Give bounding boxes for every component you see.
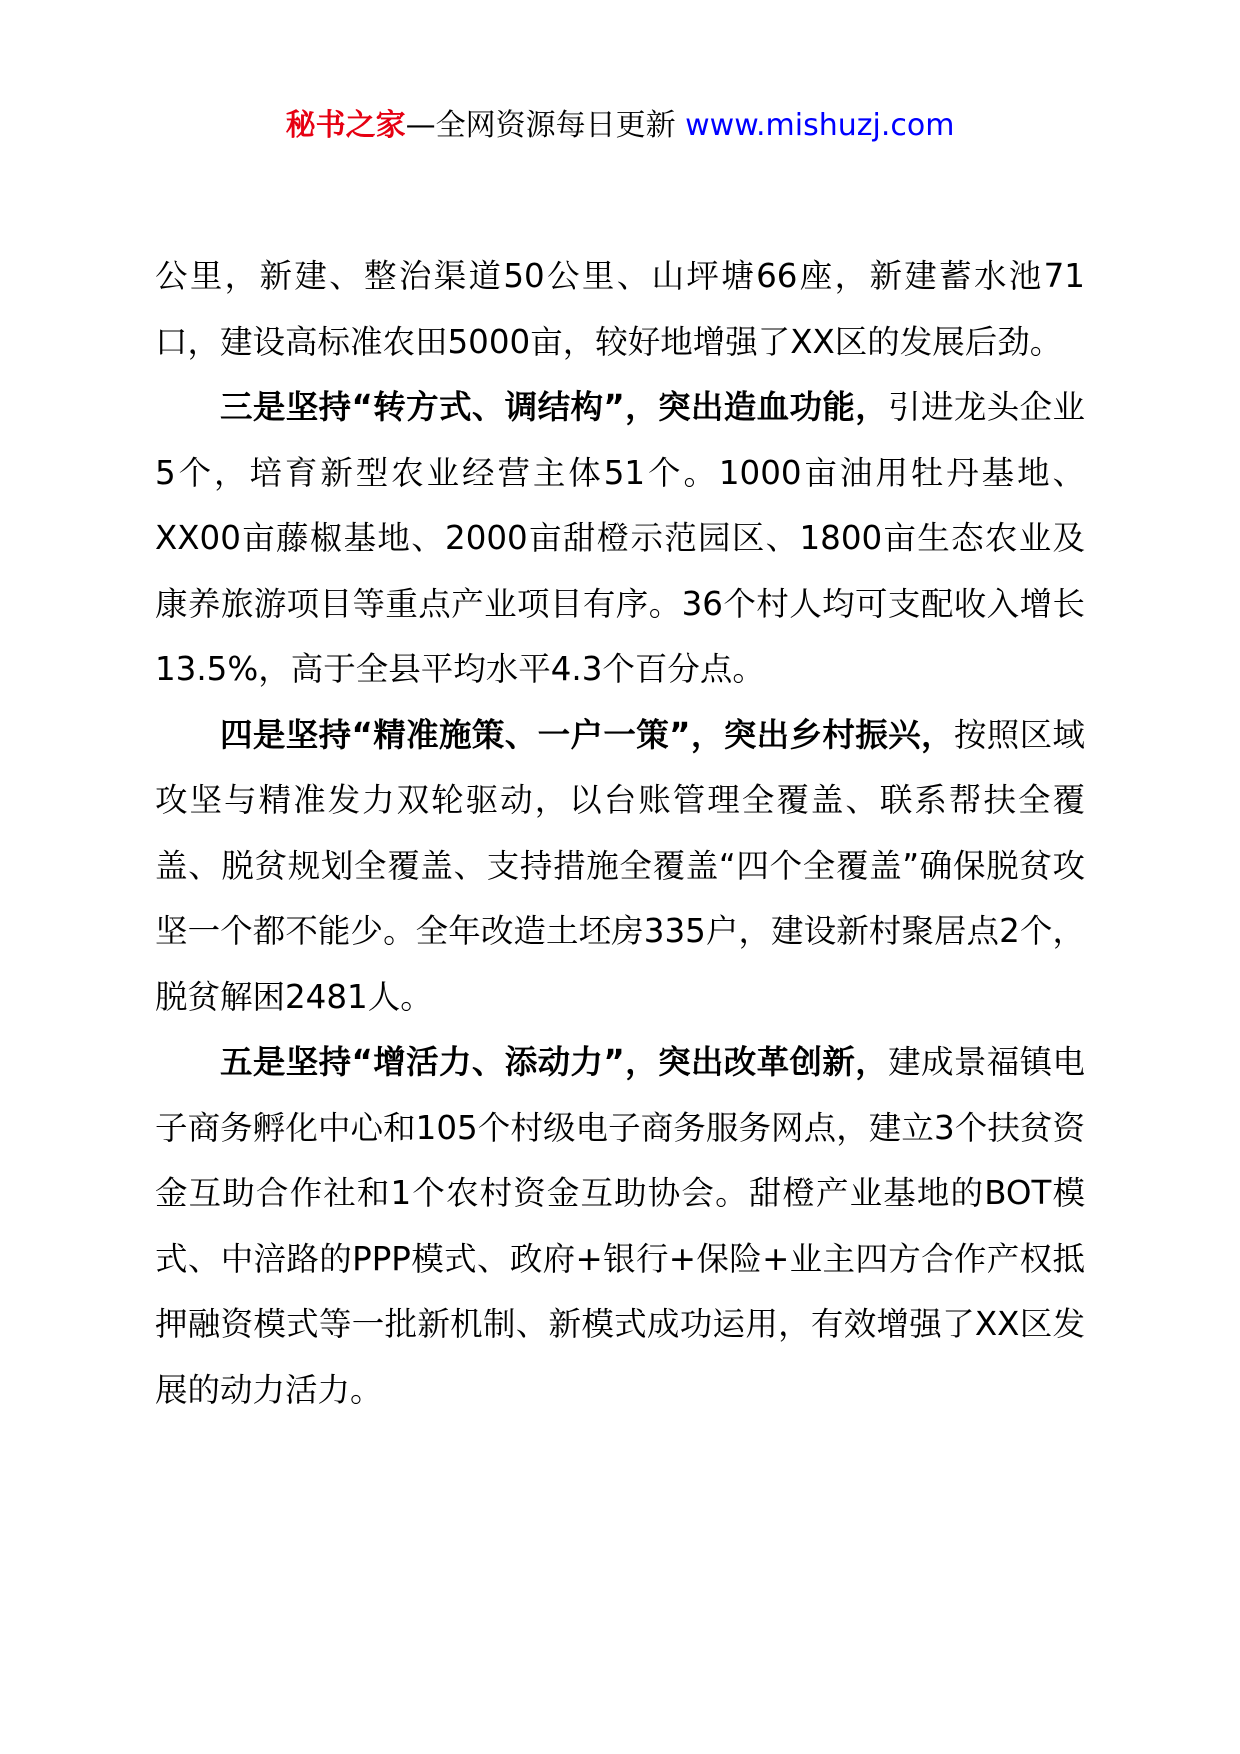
paragraph-lead: 四是坚持“精准施策、一户一策”，突出乡村振兴， (220, 715, 954, 754)
brand-name: 秘书之家 (285, 108, 406, 143)
paragraph-lead: 五是坚持“增活力、添动力”，突出改革创新， (220, 1043, 889, 1081)
header-tagline: —全网资源每日更新 (405, 108, 686, 143)
paragraph-4 (155, 1030, 1085, 1423)
page-header (0, 104, 1240, 148)
paragraph-3 (155, 703, 1085, 1031)
site-url[interactable]: www.mishuzj.com (685, 108, 955, 143)
paragraph-1 (155, 244, 1085, 375)
paragraph-lead: 三是坚持“转方式、调结构”，突出造血功能， (220, 388, 889, 426)
paragraph-2 (155, 375, 1085, 703)
paragraph-text: 引进龙头企业5个，培育新型农业经营主体51个。1000亩油用牡丹基地、XX00亩藤椒基地、2000亩甜橙示范园区、1800亩生态农业及康养旅游项目等重点产业项目有序。36个村人均可支配收入增长13.5%，高于全县平均水平4.3个百分点。 (155, 388, 1085, 688)
paragraph-text: 公里，新建、整治渠道50公里、山坪塘66座，新建蓄水池71口，建设高标准农田5000亩，较好地增强了XX区的发展后劲。 (155, 257, 1085, 361)
document-body (155, 244, 1085, 1423)
paragraph-text: 按照区域攻坚与精准发力双轮驱动，以台账管理全覆盖、联系帮扶全覆盖、脱贫规划全覆盖、支持措施全覆盖“四个全覆盖”确保脱贫攻坚一个都不能少。全年改造土坯房335户，建设新村聚居点2个，脱贫解困2481人。 (155, 715, 1085, 1016)
paragraph-text: 建成景福镇电子商务孵化中心和105个村级电子商务服务网点，建立3个扶贫资金互助合作社和1个农村资金互助协会。甜橙产业基地的BOT模式、中涪路的PPP模式、政府+银行+保险+业主四方合作产权抵押融资模式等一批新机制、新模式成功运用，有效增强了XX区发展的动力活力。 (155, 1043, 1085, 1409)
